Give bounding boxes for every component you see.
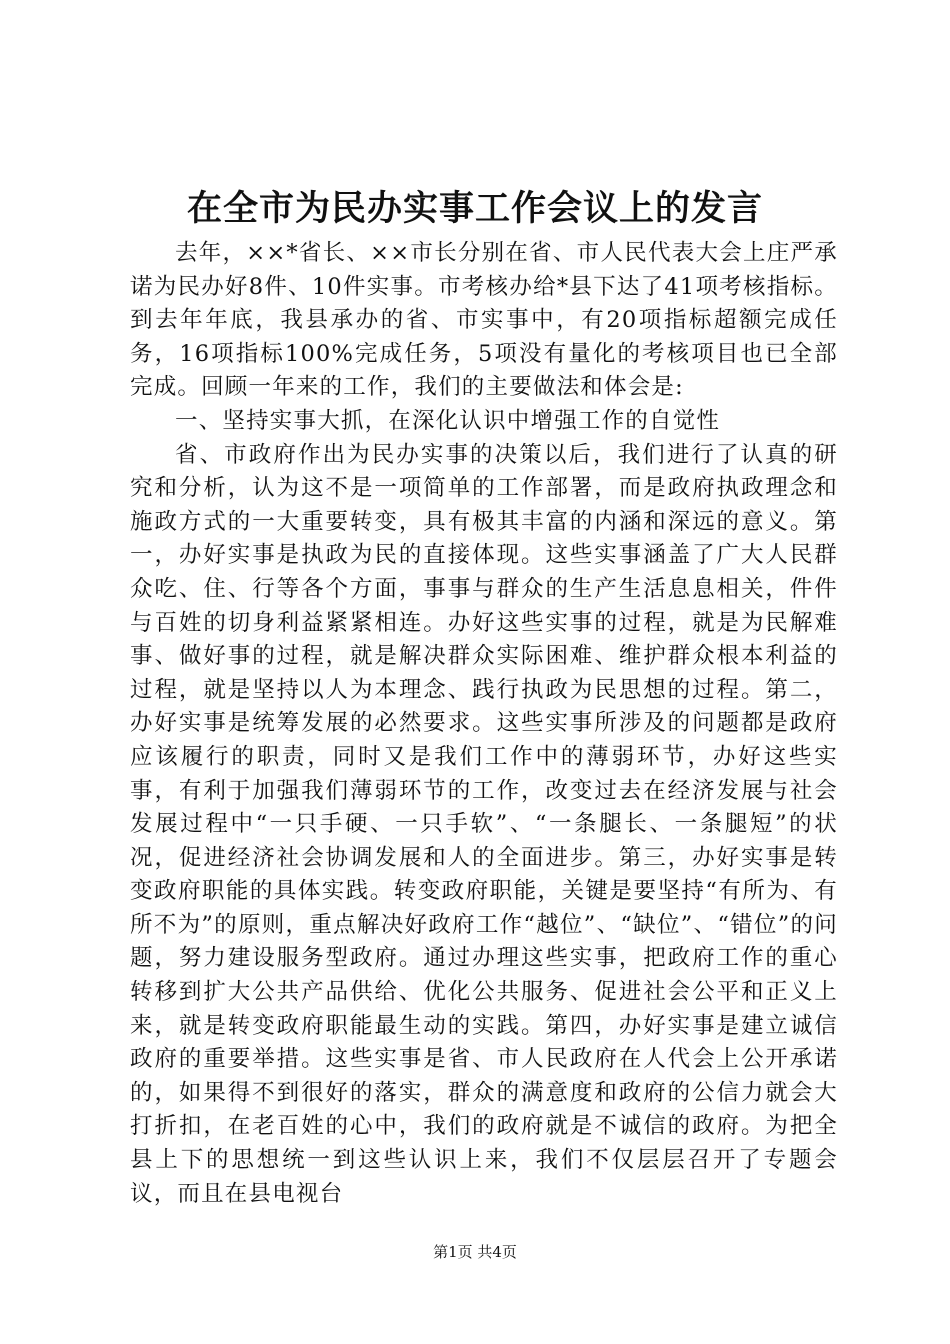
page-number: 第1页 共4页 [433,1243,517,1261]
document-body [130,237,838,1211]
section-paragraph: 省、市政府作出为民办实事的决策以后，我们进行了认真的研究和分析，认为这不是一项简单的工作部署，而是政府执政理念和施政方式的一大重要转变，具有极其丰富的内涵和深远的意义。第一，办好实事是执政为民的直接体现。这些实事涵盖了广大人民群众吃、住、行等各个方面，事事与群众的生产生活息息相关，件件与百姓的切身利益紧紧相连。办好这些实事的过程，就是为民解难事、做好事的过程，就是解决群众实际困难、维护群众根本利益的过程，就是坚持以人为本理念、践行执政为民思想的过程。第二，办好实事是统筹发展的必然要求。这些实事所涉及的问题都是政府应该履行的职责，同时又是我们工作中的薄弱环节，办好这些实事，有利于加强我们薄弱环节的工作，改变过去在经济发展与社会发展过程中“一只手硬、一只手软”、“一条腿长、一条腿短”的状况，促进经济社会协调发展和人的全面进步。第三，办好实事是转变政府职能的具体实践。转变政府职能，关键是要坚持“有所为、有所不为”的原则，重点解决好政府工作“越位”、“缺位”、“错位”的问题，努力建设服务型政府。通过办理这些实事，把政府工作的重心转移到扩大公共产品供给、优化公共服务、促进社会公平和正义上来，就是转变政府职能最生动的实践。第四，办好实事是建立诚信政府的重要举措。这些实事是省、市人民政府在人代会上公开承诺的，如果得不到很好的落实，群众的满意度和政府的公信力就会大打折扣，在老百姓的心中，我们的政府就是不诚信的政府。为把全县上下的思想统一到这些认识上来，我们不仅层层召开了专题会议，而且在县电视台 [130,441,838,1207]
intro-paragraph: 去年，××*省长、××市长分别在省、市人民代表大会上庄严承诺为民办好8件、10件实事。市考核办给*县下达了41项考核指标。到去年年底，我县承办的省、市实事中，有20项指标超额完成任务，16项指标100%完成任务，5项没有量化的考核项目也已全部完成。回顾一年来的工作，我们的主要做法和体会是: [130,240,838,401]
section-heading: 一、坚持实事大抓，在深化认识中增强工作的自觉性 [175,407,721,434]
document-title: 在全市为民办实事工作会议上的发言 [186,188,763,229]
